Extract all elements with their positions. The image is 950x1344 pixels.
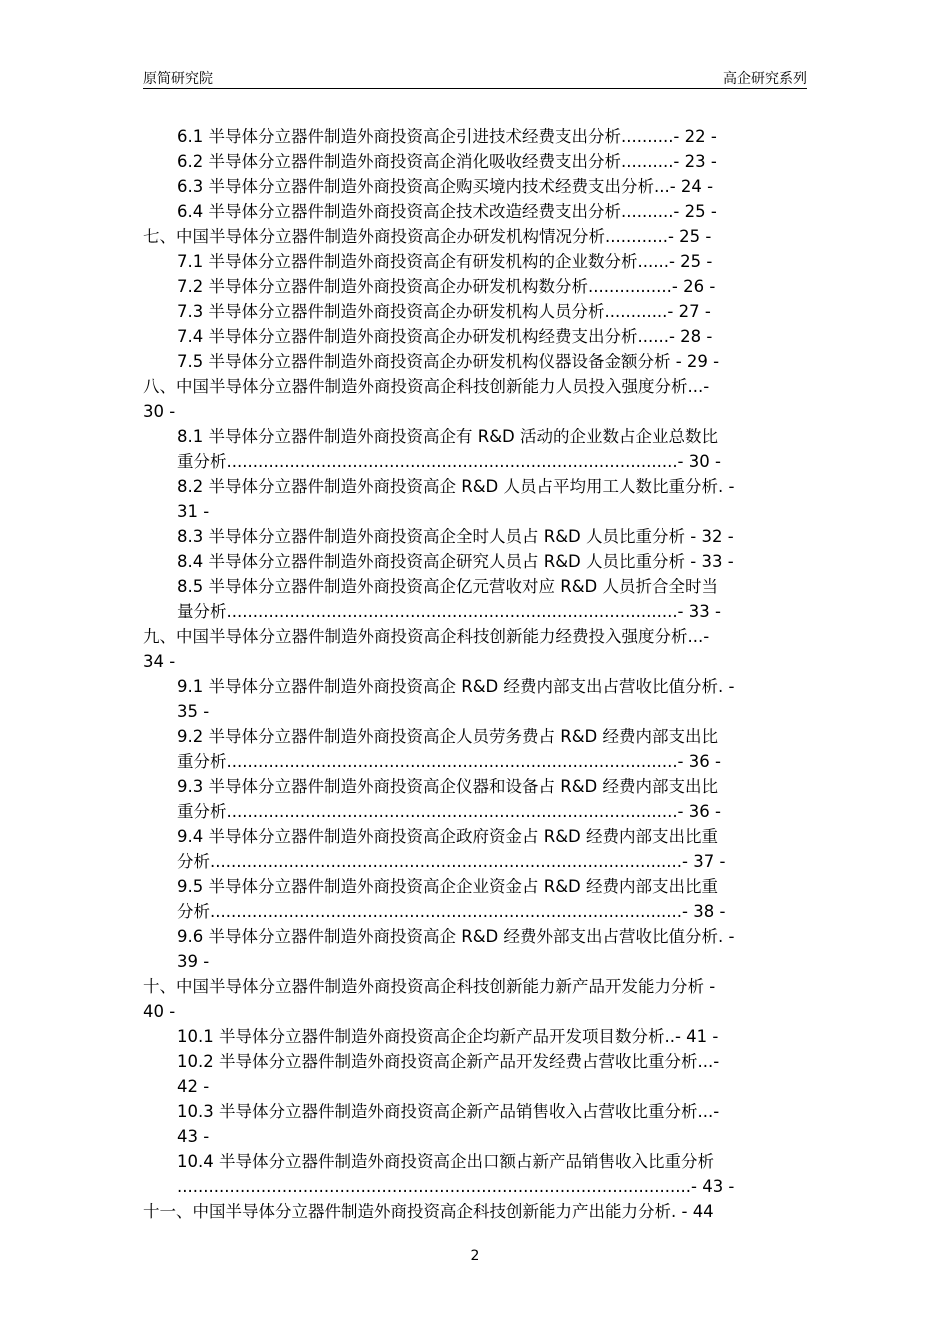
toc-entry-continued[interactable]: 量分析......................................................................................- 33 - — [177, 602, 721, 621]
toc-entry[interactable]: 6.3 半导体分立器件制造外商投资高企购买境内技术经费支出分析...- 24 - — [177, 177, 714, 196]
toc-entry-continued[interactable]: 35 - — [177, 702, 210, 721]
toc-entry-continued[interactable]: 40 - — [143, 1002, 176, 1021]
header-rule — [143, 88, 807, 89]
header-left-title: 原简研究院 — [143, 71, 213, 87]
toc-entry-continued[interactable]: 重分析......................................................................................- 30 - — [177, 452, 721, 471]
toc-entry[interactable]: 9.2 半导体分立器件制造外商投资高企人员劳务费占 R&D 经费内部支出比 — [177, 727, 719, 746]
toc-entry[interactable]: 9.4 半导体分立器件制造外商投资高企政府资金占 R&D 经费内部支出比重 — [177, 827, 719, 846]
toc-entry-continued[interactable]: 重分析......................................................................................- 36 - — [177, 752, 721, 771]
toc-entry[interactable]: 10.3 半导体分立器件制造外商投资高企新产品销售收入占营收比重分析...- — [177, 1102, 720, 1121]
toc-entry[interactable]: 十、中国半导体分立器件制造外商投资高企科技创新能力新产品开发能力分析 - — [143, 977, 716, 996]
toc-entry[interactable]: 9.1 半导体分立器件制造外商投资高企 R&D 经费内部支出占营收比值分析. - — [177, 677, 735, 696]
toc-entry-continued[interactable]: 34 - — [143, 652, 176, 671]
toc-entry-continued[interactable]: 43 - — [177, 1127, 210, 1146]
header-right-title: 高企研究系列 — [723, 71, 807, 87]
toc-entry[interactable]: 9.6 半导体分立器件制造外商投资高企 R&D 经费外部支出占营收比值分析. - — [177, 927, 735, 946]
toc-entry[interactable]: 七、中国半导体分立器件制造外商投资高企办研发机构情况分析............- 25 - — [143, 227, 712, 246]
toc-entry[interactable]: 6.4 半导体分立器件制造外商投资高企技术改造经费支出分析..........- 25 - — [177, 202, 717, 221]
toc-entry[interactable]: 十一、中国半导体分立器件制造外商投资高企科技创新能力产出能力分析. - 44 — [143, 1202, 714, 1221]
toc-entry[interactable]: 7.3 半导体分立器件制造外商投资高企办研发机构人员分析............- 27 - — [177, 302, 711, 321]
toc-entry[interactable]: 7.2 半导体分立器件制造外商投资高企办研发机构数分析................- 26 - — [177, 277, 716, 296]
toc-entry[interactable]: 8.3 半导体分立器件制造外商投资高企全时人员占 R&D 人员比重分析 - 32 - — [177, 527, 734, 546]
toc-entry[interactable]: 10.2 半导体分立器件制造外商投资高企新产品开发经费占营收比重分析...- — [177, 1052, 720, 1071]
toc-entry[interactable]: 8.5 半导体分立器件制造外商投资高企亿元营收对应 R&D 人员折合全时当 — [177, 577, 719, 596]
toc-entry-continued[interactable]: 42 - — [177, 1077, 210, 1096]
toc-entry-continued[interactable]: ..................................................................................................- 43 - — [177, 1177, 735, 1196]
toc-entry[interactable]: 九、中国半导体分立器件制造外商投资高企科技创新能力经费投入强度分析...- — [143, 627, 710, 646]
toc-entry-continued[interactable]: 31 - — [177, 502, 210, 521]
toc-entry-continued[interactable]: 分析..........................................................................................- 37 - — [177, 852, 726, 871]
toc-entry[interactable]: 10.4 半导体分立器件制造外商投资高企出口额占新产品销售收入比重分析 — [177, 1152, 714, 1171]
toc-entry[interactable]: 八、中国半导体分立器件制造外商投资高企科技创新能力人员投入强度分析...- — [143, 377, 710, 396]
toc-entry-continued[interactable]: 39 - — [177, 952, 210, 971]
toc-entry[interactable]: 7.4 半导体分立器件制造外商投资高企办研发机构经费支出分析......- 28 - — [177, 327, 713, 346]
toc-entry[interactable]: 6.1 半导体分立器件制造外商投资高企引进技术经费支出分析..........- 22 - — [177, 127, 717, 146]
toc-entry[interactable]: 6.2 半导体分立器件制造外商投资高企消化吸收经费支出分析..........- 23 - — [177, 152, 717, 171]
toc-entry[interactable]: 8.1 半导体分立器件制造外商投资高企有 R&D 活动的企业数占企业总数比 — [177, 427, 719, 446]
toc-entry-continued[interactable]: 分析..........................................................................................- 38 - — [177, 902, 726, 921]
toc-entry[interactable]: 8.4 半导体分立器件制造外商投资高企研究人员占 R&D 人员比重分析 - 33 - — [177, 552, 734, 571]
toc-entry[interactable]: 7.5 半导体分立器件制造外商投资高企办研发机构仪器设备金额分析 - 29 - — [177, 352, 720, 371]
page-number: 2 — [470, 1248, 480, 1264]
toc-entry[interactable]: 10.1 半导体分立器件制造外商投资高企企均新产品开发项目数分析..- 41 - — [177, 1027, 719, 1046]
toc-entry[interactable]: 9.3 半导体分立器件制造外商投资高企仪器和设备占 R&D 经费内部支出比 — [177, 777, 719, 796]
toc-entry[interactable]: 9.5 半导体分立器件制造外商投资高企企业资金占 R&D 经费内部支出比重 — [177, 877, 719, 896]
toc-entry-continued[interactable]: 30 - — [143, 402, 176, 421]
toc-entry[interactable]: 8.2 半导体分立器件制造外商投资高企 R&D 人员占平均用工人数比重分析. - — [177, 477, 735, 496]
toc-entry[interactable]: 7.1 半导体分立器件制造外商投资高企有研发机构的企业数分析......- 25 - — [177, 252, 713, 271]
toc-entry-continued[interactable]: 重分析......................................................................................- 36 - — [177, 802, 721, 821]
